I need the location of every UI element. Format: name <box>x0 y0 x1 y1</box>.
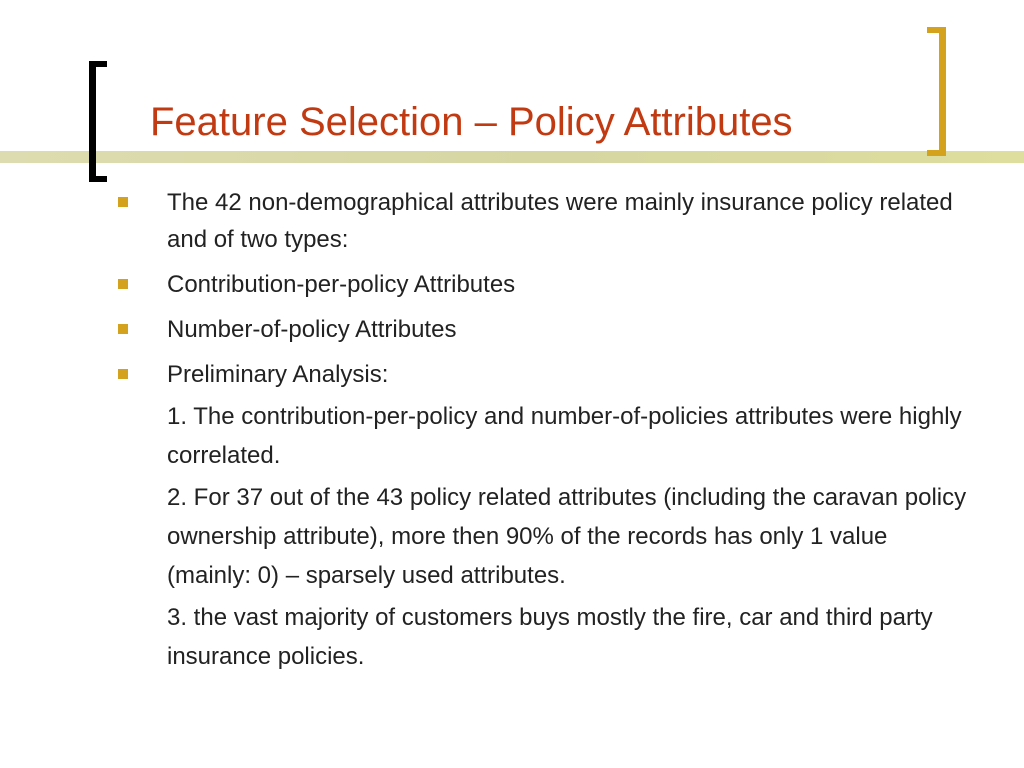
square-bullet-icon <box>118 324 128 334</box>
left-bracket-decoration <box>89 61 107 182</box>
slide-title: Feature Selection – Policy Attributes <box>150 100 793 144</box>
bullet-text: Number-of-policy Attributes <box>167 316 457 343</box>
bullet-item <box>118 311 978 348</box>
bullet-text: Contribution-per-policy Attributes <box>167 271 516 298</box>
square-bullet-icon <box>118 279 128 289</box>
bullet-text: Preliminary Analysis: <box>167 361 389 388</box>
analysis-point: 3. the vast majority of customers buys mostly the fire, car and third party insurance policies. <box>167 604 933 670</box>
bullet-text: The 42 non-demographical attributes were mainly insurance policy related and of two types: <box>167 189 953 253</box>
analysis-point: 1. The contribution-per-policy and number-of-policies attributes were highly correlated. <box>167 403 962 469</box>
bullet-item <box>118 356 978 393</box>
slide-body <box>118 184 978 679</box>
square-bullet-icon <box>118 369 128 379</box>
analysis-point: 2. For 37 out of the 43 policy related attributes (including the caravan policy ownership attribute), more then 90% of the records has only 1 value (mainly: 0) – sparsely used attributes. <box>167 484 967 589</box>
title-underline-bar <box>0 151 1024 163</box>
bullet-item <box>118 184 978 258</box>
square-bullet-icon <box>118 197 128 207</box>
right-bracket-decoration <box>927 27 946 156</box>
bullet-item <box>118 266 978 303</box>
